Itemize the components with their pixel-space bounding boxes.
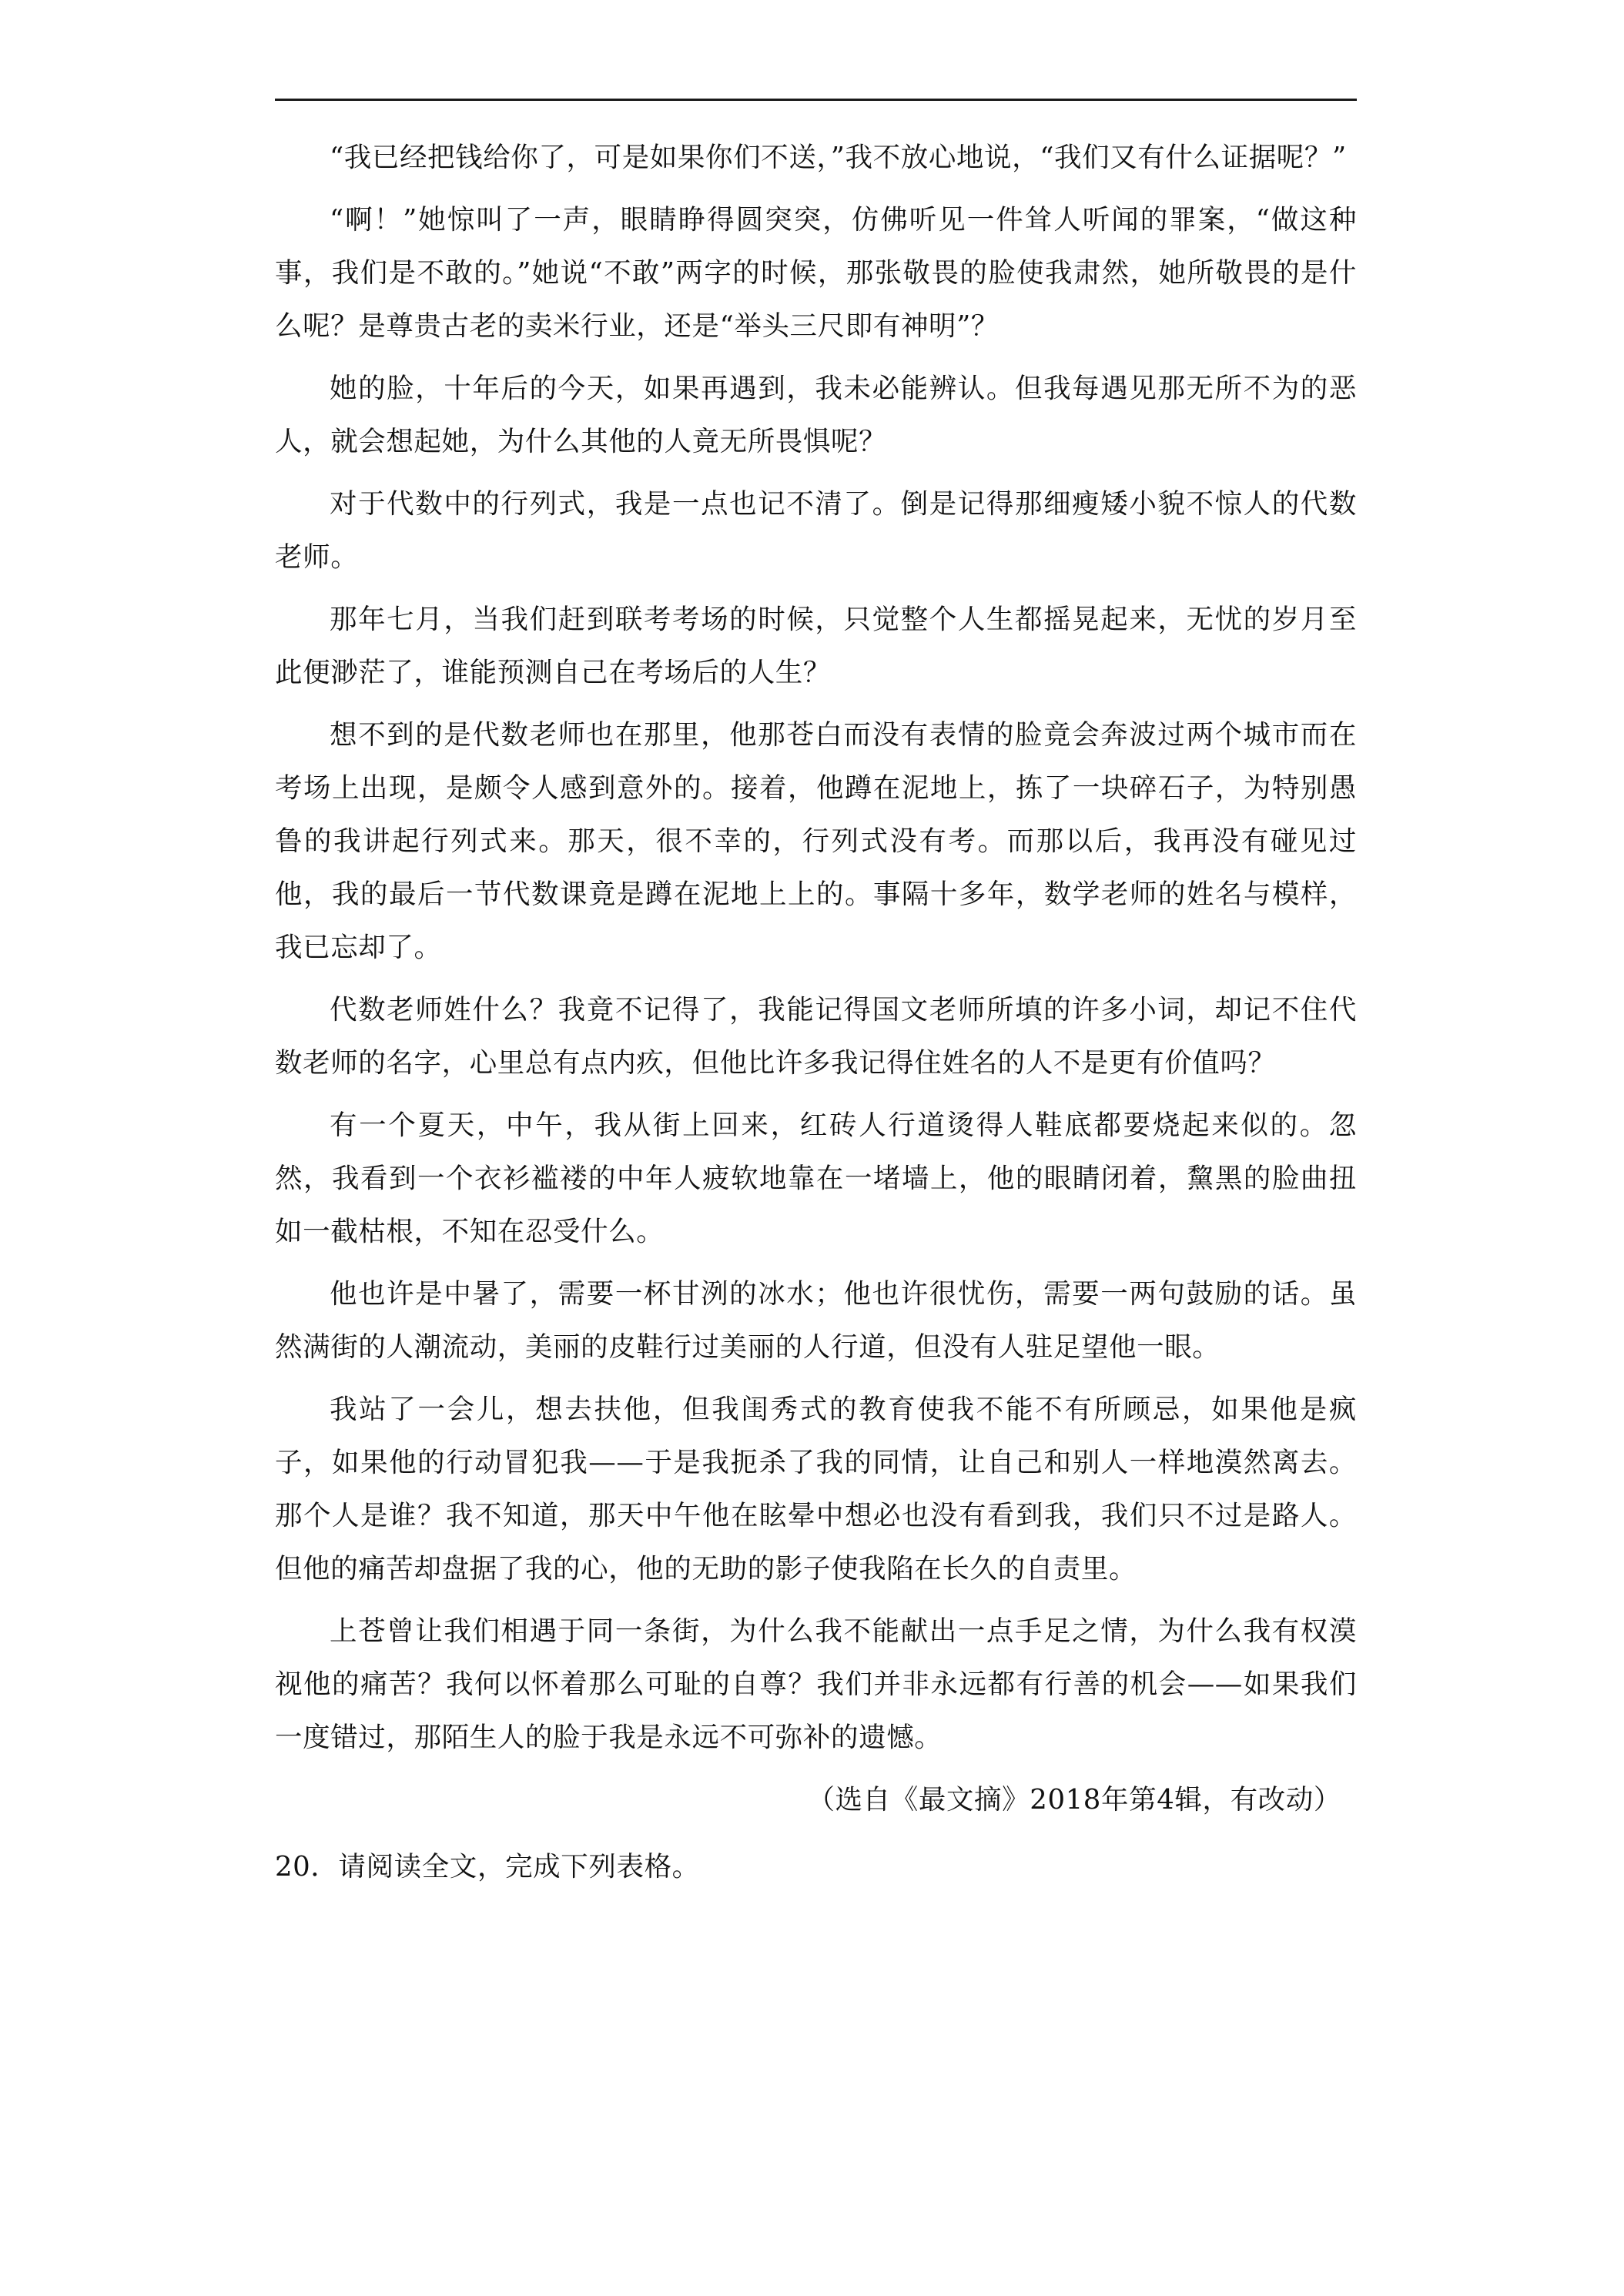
paragraph-2: “啊！”她惊叫了一声，眼睛睁得圆突突，仿佛听见一件耸人听闻的罪案，“做这种事，我们是不敢的。”她说“不敢”两字的时候，那张敬畏的脸使我肃然，她所敬畏的是什么呢？是尊贵古老的卖米行业，还是“举头三尺即有神明”？ [275, 204, 1357, 342]
source-citation: （选自《最文摘》2018年第4辑，有改动） [807, 1784, 1341, 1816]
paragraph-5: 那年七月，当我们赶到联考考场的时候，只觉整个人生都摇晃起来，无忧的岁月至此便渺茫了，谁能预测自己在考场后的人生？ [275, 604, 1357, 688]
article-body [275, 131, 1357, 1893]
paragraph-1: “我已经把钱给你了，可是如果你们不送，”我不放心地说，“我们又有什么证据呢？” [330, 142, 1347, 173]
question-20: 20．请阅读全文，完成下列表格。 [275, 1851, 700, 1883]
paragraph-4: 对于代数中的行列式，我是一点也记不清了。倒是记得那细瘦矮小貌不惊人的代数老师。 [275, 488, 1357, 573]
paragraph-3: 她的脸，十年后的今天，如果再遇到，我未必能辨认。但我每遇见那无所不为的恶人，就会想起她，为什么其他的人竟无所畏惧呢？ [275, 373, 1357, 457]
header-rule [275, 99, 1357, 101]
paragraph-8: 有一个夏天，中午，我从街上回来，红砖人行道烫得人鞋底都要烧起来似的。忽然，我看到一个衣衫褴褛的中年人疲软地靠在一堵墙上，他的眼睛闭着，黧黑的脸曲扭如一截枯根，不知在忍受什么。 [275, 1110, 1357, 1247]
paragraph-10: 我站了一会儿，想去扶他，但我闺秀式的教育使我不能不有所顾忌，如果他是疯子，如果他的行动冒犯我——于是我扼杀了我的同情，让自己和别人一样地漠然离去。那个人是谁？我不知道，那天中午他在眩晕中想必也没有看到我，我们只不过是路人。但他的痛苦却盘据了我的心，他的无助的影子使我陷在长久的自责里。 [275, 1394, 1357, 1585]
paragraph-9: 他也许是中暑了，需要一杯甘洌的冰水；他也许很忧伤，需要一两句鼓励的话。虽然满街的人潮流动，美丽的皮鞋行过美丽的人行道，但没有人驻足望他一眼。 [275, 1278, 1357, 1363]
paragraph-7: 代数老师姓什么？我竟不记得了，我能记得国文老师所填的许多小词，却记不住代数老师的名字，心里总有点内疚，但他比许多我记得住姓名的人不是更有价值吗？ [275, 994, 1357, 1079]
paragraph-6: 想不到的是代数老师也在那里，他那苍白而没有表情的脸竟会奔波过两个城市而在考场上出现，是颇令人感到意外的。接着，他蹲在泥地上，拣了一块碎石子，为特别愚鲁的我讲起行列式来。那天，很不幸的，行列式没有考。而那以后，我再没有碰见过他，我的最后一节代数课竟是蹲在泥地上上的。事隔十多年，数学老师的姓名与模样，我已忘却了。 [275, 719, 1357, 963]
paragraph-11: 上苍曾让我们相遇于同一条街，为什么我不能献出一点手足之情，为什么我有权漠视他的痛苦？我何以怀着那么可耻的自尊？我们并非永远都有行善的机会——如果我们一度错过，那陌生人的脸于我是永远不可弥补的遗憾。 [275, 1615, 1357, 1753]
